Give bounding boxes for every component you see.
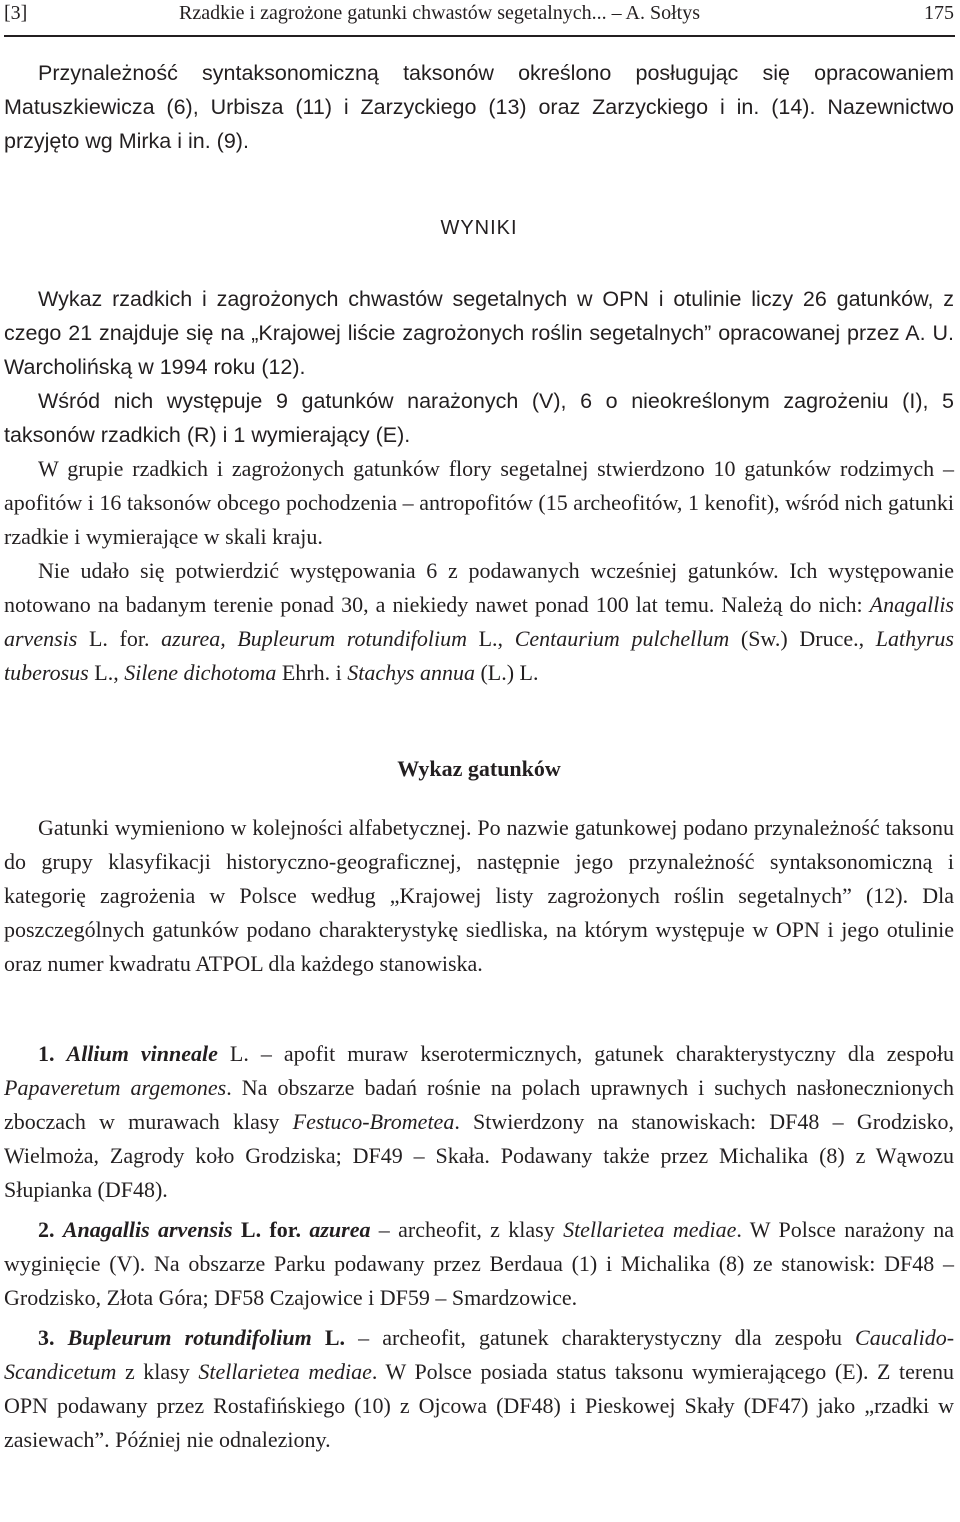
results-paragraph-3: W grupie rzadkich i zagrożonych gatunków flory segetalnej stwierdzono 10 gatunków rodzimych – apofitów i 16 taksonów obcego pochodzenia – antropofitów (15 archeofitów, 1 kenofit), wśród nich gatunki rzadkie i wymierające w skali kraju.	[4, 456, 954, 549]
results-block-2	[4, 452, 954, 690]
intro-paragraph: Przynależność syntaksonomiczną taksonów określono posługując się opracowaniem Matuszkiewicza (6), Urbisza (11) i Zarzyckiego (13) oraz Zarzyckiego i in. (14). Nazewnictwo przyjęto wg Mirka i in. (9).	[4, 61, 954, 153]
results-block	[4, 282, 954, 452]
results-heading: WYNIKI	[440, 217, 518, 239]
section-number: [3]	[4, 2, 28, 24]
results-paragraph-1: Wykaz rzadkich i zagrożonych chwastów segetalnych w OPN i otulinie liczy 26 gatunków, z czego 21 znajduje się na „Krajowej liście zagrożonych roślin segetalnych” opracowanej przez A. U. Warcholińską w 1994 roku (12).	[4, 287, 954, 379]
species-name: Anagallis arvensis	[62, 1217, 233, 1242]
species-list-block	[4, 811, 954, 981]
species-entry-3: 3. Bupleurum rotundifolium L. – archeofit, gatunek charakterystyczny dla zespołu Caucalido-Scandicetum z klasy Stellarietea mediae. W Polsce posiada status taksonu wymierającego (E). Z terenu OPN podawany przez Rostafińskiego (10) z Ojcowa (DF48) i Pieskowej Skały (DF47) jako „rzadki w zasiewach”. Później nie odnaleziony.	[4, 1325, 955, 1452]
species-entry-1: 1. Allium vinneale L. – apofit muraw kserotermicznych, gatunek charakterystyczny dla zespołu Papaveretum argemones. Na obszarze badań rośnie na polach uprawnych i suchych nasłonecznionych zboczach w murawach klasy Festuco-Brometea. Stwierdzony na stanowiskach: DF48 – Grodzisko, Wielmoża, Zagrody koło Grodziska; DF49 – Skała. Podawany także przez Michalika (8) z Wąwozu Słupianka (DF48).	[4, 1041, 955, 1202]
species-name: Anagallis arvensis	[4, 592, 954, 651]
header-rule	[4, 35, 955, 37]
results-paragraph-4: Nie udało się potwierdzić występowania 6 z podawanych wcześniej gatunków. Ich występowanie notowano na badanym terenie ponad 30, a niekiedy nawet ponad 100 lat temu. Należą do nich: Anagallis arvensis L. for. azurea, Bupleurum rotundifolium L., Centaurium pulchellum (Sw.) Druce., Lathyrus tuberosus L., Silene dichotoma Ehrh. i Stachys annua (L.) L.	[4, 558, 954, 685]
intro-block	[4, 56, 954, 158]
species-list-intro: Gatunki wymieniono w kolejności alfabetycznej. Po nazwie gatunkowej podano przynależność taksonu do grupy klasyfikacji historyczno-geograficznej, następnie jego przynależność syntaksonomiczną i kategorię zagrożenia w Polsce według „Krajowej listy zagrożonych roślin segetalnych” (12). Dla poszczególnych gatunków podano charakterystykę siedliska, na którym występuje w OPN i jego otulinie oraz numer kwadratu ATPOL dla każdego stanowiska.	[4, 815, 954, 976]
results-paragraph-2: Wśród nich występuje 9 gatunków narażonych (V), 6 o nieokreślonym zagrożeniu (I), 5 taksonów rzadkich (R) i 1 wymierający (E).	[4, 389, 954, 447]
species-entry-2: 2. Anagallis arvensis L. for. azurea – archeofit, z klasy Stellarietea mediae. W Polsce narażony na wyginięcie (V). Na obszarze Parku podawany przez Berdaua (1) i Michalika (8) ze stanowisk: DF48 – Grodzisko, Złota Góra; DF58 Czajowice i DF59 – Smardzowice.	[4, 1217, 955, 1310]
species-name: Centaurium pulchellum	[514, 626, 730, 651]
running-header	[4, 0, 954, 34]
species-entries	[4, 1037, 954, 1457]
running-title: Rzadkie i zagrożone gatunki chwastów segetalnych... – A. Sołtys	[179, 2, 700, 24]
species-name: Lathyrus tuberosus	[4, 626, 954, 685]
species-name: Silene dichotoma	[124, 660, 277, 685]
species-list-heading: Wykaz gatunków	[397, 756, 561, 781]
species-name: Bupleurum rotundifolium	[67, 1325, 312, 1350]
page-number: 175	[924, 2, 954, 24]
species-name: azurea, Bupleurum rotundifolium	[161, 626, 467, 651]
species-name: Stachys annua	[347, 660, 475, 685]
species-name: Allium vinneale	[66, 1041, 218, 1066]
